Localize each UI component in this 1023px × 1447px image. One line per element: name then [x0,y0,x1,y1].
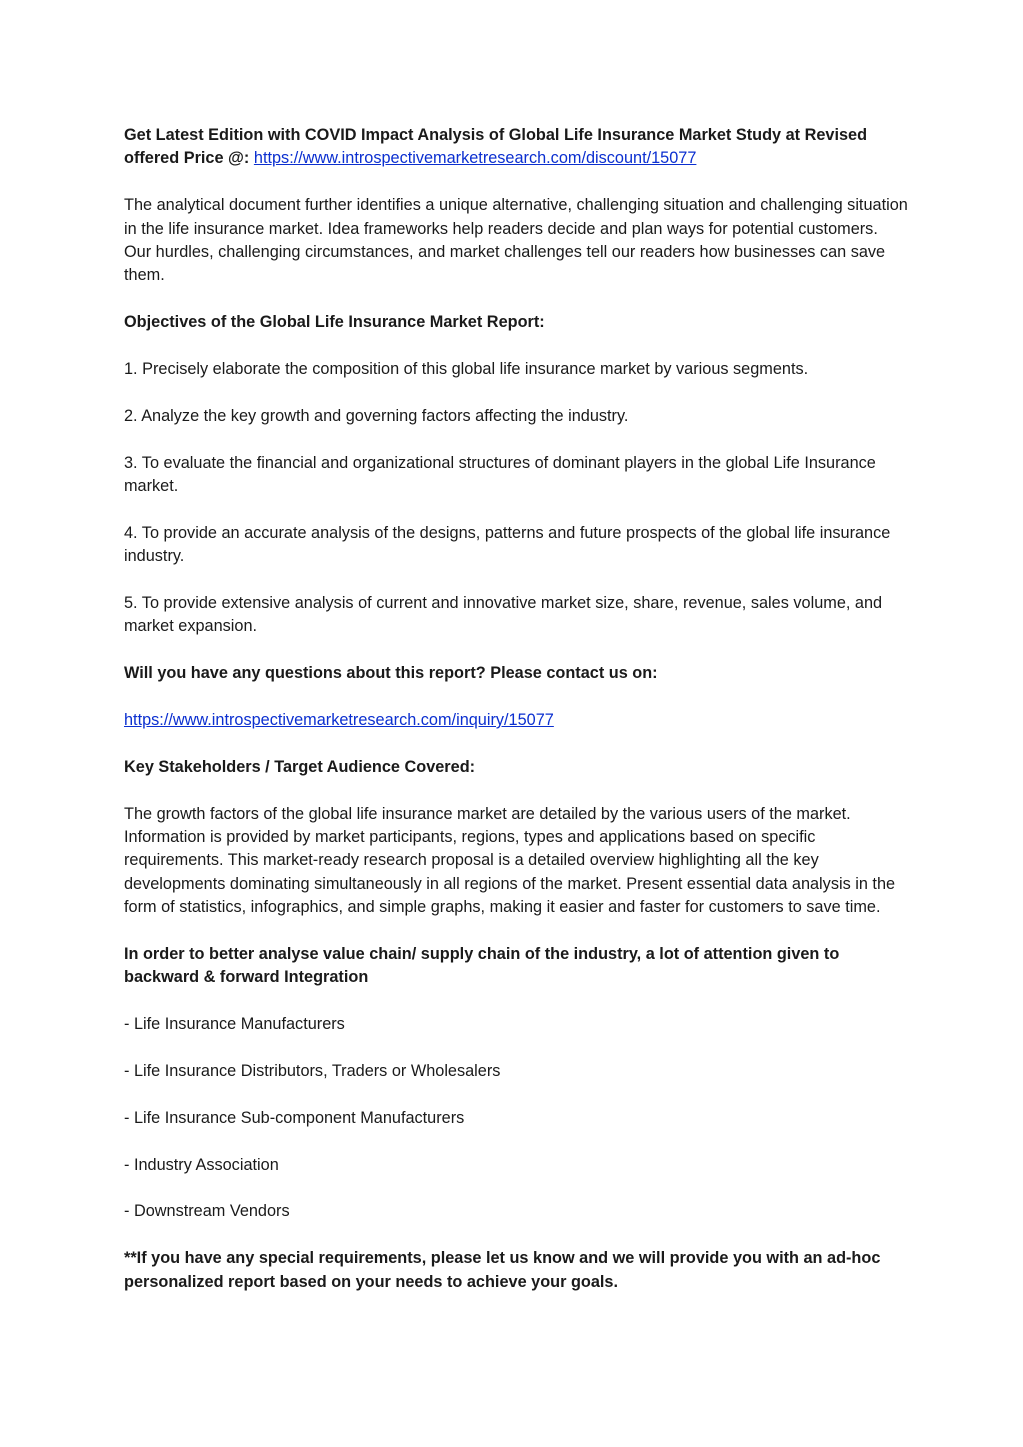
objective-item-3: 3. To evaluate the financial and organizational structures of dominant players in the global Life Insurance market. [124,453,876,496]
objective-item-1: 1. Precisely elaborate the composition of this global life insurance market by various segments. [124,360,809,379]
contact-question: Will you have any questions about this report? Please contact us on: [124,664,658,683]
stakeholders-paragraph: The growth factors of the global life insurance market are detailed by the various users of the market. Information is provided by market participants, regions, types and applications based on specific requirements. This market-ready research proposal is a detailed overview highlighting all the key developments dominating simultaneously in all regions of the market. Present essential data analysis in the form of statistics, infographics, and simple graphs, making it easier and faster for customers to save time. [124,804,896,917]
value-chain-item-2: - Life Insurance Distributors, Traders or Wholesalers [124,1062,501,1081]
value-chain-item-5: - Downstream Vendors [124,1202,290,1221]
closing-note: **If you have any special requirements, please let us know and we will provide you with an ad-hoc personalized report based on your needs to achieve your goals. [124,1249,881,1291]
objectives-heading: Objectives of the Global Life Insurance Market Report: [124,313,545,332]
objective-item-5: 5. To provide extensive analysis of current and innovative market size, share, revenue, sales volume, and market expansion. [124,594,883,636]
value-chain-heading: In order to better analyse value chain/ supply chain of the industry, a lot of attention given to backward & forward Integration [124,945,840,987]
analysis-paragraph: The analytical document further identifies a unique alternative, challenging situation and challenging situation in the life insurance market. Idea frameworks help readers decide and plan ways for potential customers. Our hurdles, challenging circumstances, and market challenges tell our readers how businesses can save them. [124,196,908,285]
objective-item-2: 2. Analyze the key growth and governing factors affecting the industry. [124,406,629,425]
stakeholders-heading: Key Stakeholders / Target Audience Covered: [124,757,476,776]
document-page [124,124,908,1317]
value-chain-item-3: - Life Insurance Sub-component Manufacturers [124,1108,465,1127]
inquiry-link[interactable]: https://www.introspectivemarketresearch.com/inquiry/15077 [124,711,554,730]
inquiry-link-paragraph [124,709,908,732]
discount-link[interactable]: https://www.introspectivemarketresearch.com/discount/15077 [253,149,697,168]
intro-paragraph [124,124,908,171]
value-chain-item-1: - Life Insurance Manufacturers [124,1015,345,1034]
objective-item-4: 4. To provide an accurate analysis of the designs, patterns and future prospects of the global life insurance industry. [124,523,891,566]
value-chain-item-4: - Industry Association [124,1155,279,1174]
intro-heading: Get Latest Edition with COVID Impact Analysis of Global Life Insurance Market Study at Revised offered Price @: [124,126,868,168]
